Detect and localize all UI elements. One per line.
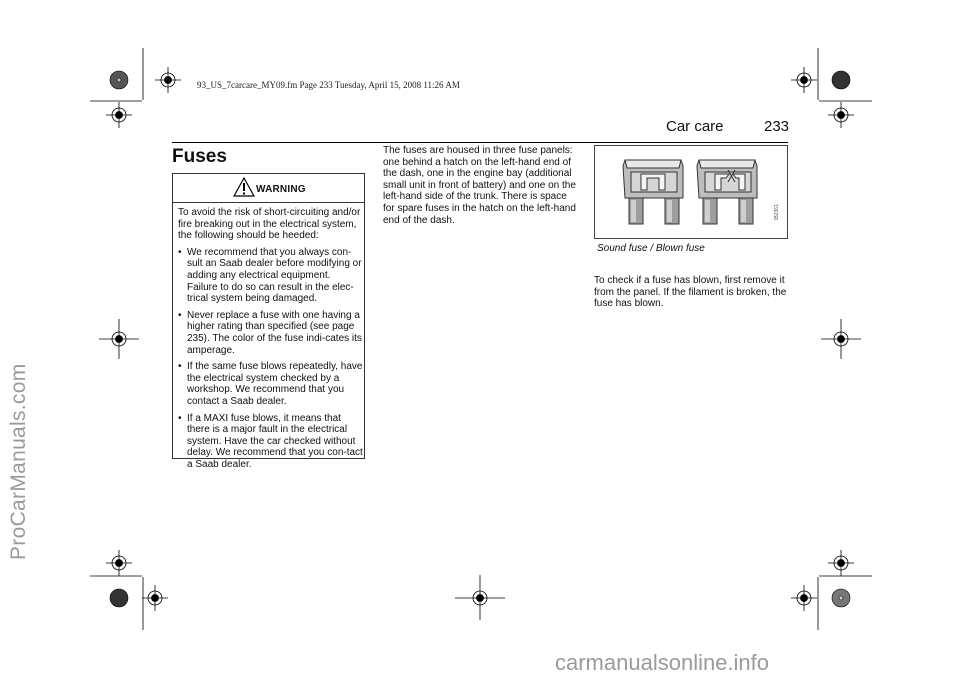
- warning-body: [178, 207, 363, 475]
- warning-list: [178, 247, 363, 471]
- section-header: Car care: [666, 118, 724, 135]
- bottom-watermark: carmanualsonline.info: [555, 650, 770, 675]
- warning-label: WARNING: [256, 184, 306, 195]
- fuse-panels-text: The fuses are housed in three fuse panels: one behind a hatch on the left-hand end of the dash, one in the engine bay (additional small unit in front of battery) and one on the left-hand side of the trunk. There is space for spare fuses in the hatch on the left-hand end of the dash.: [383, 145, 576, 226]
- fuse-figure: [594, 145, 788, 239]
- page-number: 233: [764, 118, 790, 135]
- warning-item: • If a MAXI fuse blows, it means that there is a major fault in the electrical system. Have the car checked without delay. We recommend that you con-tact a Saab dealer.: [178, 413, 363, 471]
- warning-item: • Never replace a fuse with one having a higher rating than specified (see page 235). The color of the fuse indi-cates its amperage.: [178, 310, 363, 356]
- blown-fuse-icon: [697, 160, 757, 224]
- page-title: Fuses: [172, 146, 227, 167]
- figure-code: IB2361: [774, 204, 780, 220]
- warning-item: • If the same fuse blows repeatedly, have the electrical system checked by a workshop. We recommend that you contact a Saab dealer.: [178, 361, 363, 407]
- warning-box: [172, 173, 365, 470]
- side-watermark: ProCarManuals.com: [7, 363, 30, 560]
- warning-intro: To avoid the risk of short-circuiting and/or fire breaking out in the electrical system, the following should be heeded:: [178, 207, 361, 242]
- fuse-illustration: [595, 146, 787, 238]
- header-rule: [172, 142, 788, 143]
- figure-caption: Sound fuse / Blown fuse: [597, 243, 705, 254]
- sound-fuse-icon: [623, 160, 683, 224]
- warning-triangle-icon: [233, 177, 255, 197]
- warning-header: [173, 174, 364, 203]
- file-slug: 93_US_7carcare_MY09.fm Page 233 Tuesday, April 15, 2008 11:26 AM: [197, 80, 460, 90]
- warning-item: • We recommend that you always con-sult an Saab dealer before modifying or adding any electrical equipment. Failure to do so can result in the elec-trical system being damaged.: [178, 247, 363, 305]
- fuse-check-text: To check if a fuse has blown, first remove it from the panel. If the filament is broken, the fuse has blown.: [594, 275, 787, 310]
